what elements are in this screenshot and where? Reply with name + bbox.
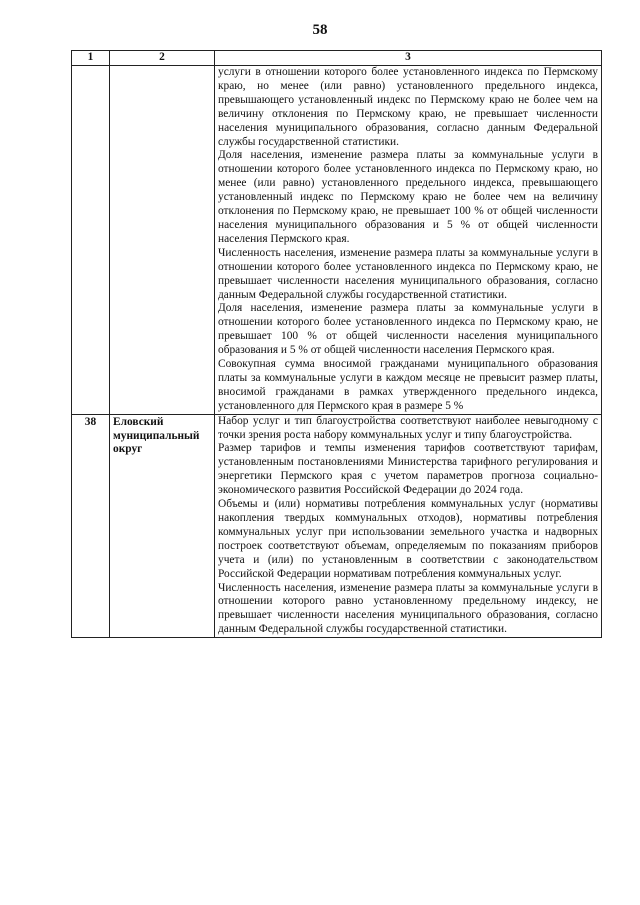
column-header-2: 2 [110,51,215,66]
row-number-cell [72,66,110,415]
conditions-cell [215,414,602,638]
paragraph: Размер тарифов и темпы изменения тарифов соответствуют тарифам, установленным постановлениями Министерства тарифного регулирования и энергетики Пермского края с учетом параметров прогноза социально-экономического развития Российской Федерации до 2024 года. [218,442,598,497]
table-row-38 [72,414,602,638]
paragraph: Численность населения, изменение размера платы за коммунальные услуги в отношении которого более установленного индекса по Пермскому краю, не превышает численности населения муниципального образования, согласно данным Федеральной службы государственной статистики. [218,246,598,301]
row-number-cell: 38 [72,414,110,638]
paragraph: Численность населения, изменение размера платы за коммунальные услуги в отношении которого равно установленному предельному индексу, не превышает численности населения муниципального образования, согласно данным Федеральной службы государственной статистики. [218,581,598,636]
municipality-name-cell [110,66,215,415]
document-table [71,50,602,638]
paragraph: Совокупная сумма вносимой гражданами муниципального образования платы за коммунальные услуги в каждом месяце не превысит размер платы, вносимой гражданами в рамках утвержденного предельного индекса, установленного для Пермского края в размере 5 % [218,358,598,412]
paragraph: Доля населения, изменение размера платы за коммунальные услуги в отношении которого более установленного индекса по Пермскому краю, не превышает 100 % от общей численности населения муниципального образования и 5 % от общей численности населения Пермского края. [218,302,598,357]
paragraph: Объемы и (или) нормативы потребления коммунальных услуг (нормативы накопления твердых коммунальных отходов), нормативы потребления коммунальных услуг при использовании земельного участка и надворных построек соответствуют объемам, определяемым по показаниям приборов учета и (или) по установленным в соответствии с законодательством Российской Федерации нормативам потребления коммунальных услуг. [218,498,598,580]
paragraph: Доля населения, изменение размера платы за коммунальные услуги в отношении которого более установленного индекса по Пермскому краю, но менее (или равно) установленного предельного индекса, превышающего установленный индекс по Пермскому краю не более чем на величину отклонения по Пермскому краю, не превышает 100 % от общей численности населения муниципального образования и 5 % от общей численности населения Пермского края. [218,149,598,245]
table-header-row [72,51,602,66]
page-number: 58 [312,22,328,38]
municipality-name-cell: Еловский муниципальный округ [110,414,215,638]
paragraph: услуги в отношении которого более установленного индекса по Пермскому краю, но менее (или равно) установленного предельного индекса, превышающего установленный индекс по Пермскому краю не более чем на величину отклонения по Пермскому краю, не превышает численности населения муниципального образования, согласно данным Федеральной службы государственной статистики. [218,66,598,148]
column-header-3: 3 [215,51,602,66]
table-row-continued [72,66,602,415]
conditions-cell [215,66,602,415]
column-header-1: 1 [72,51,110,66]
paragraph: Набор услуг и тип благоустройства соответствуют наиболее невыгодному с точки зрения роста набору коммунальных услуг и типу благоустройства. [218,414,598,441]
